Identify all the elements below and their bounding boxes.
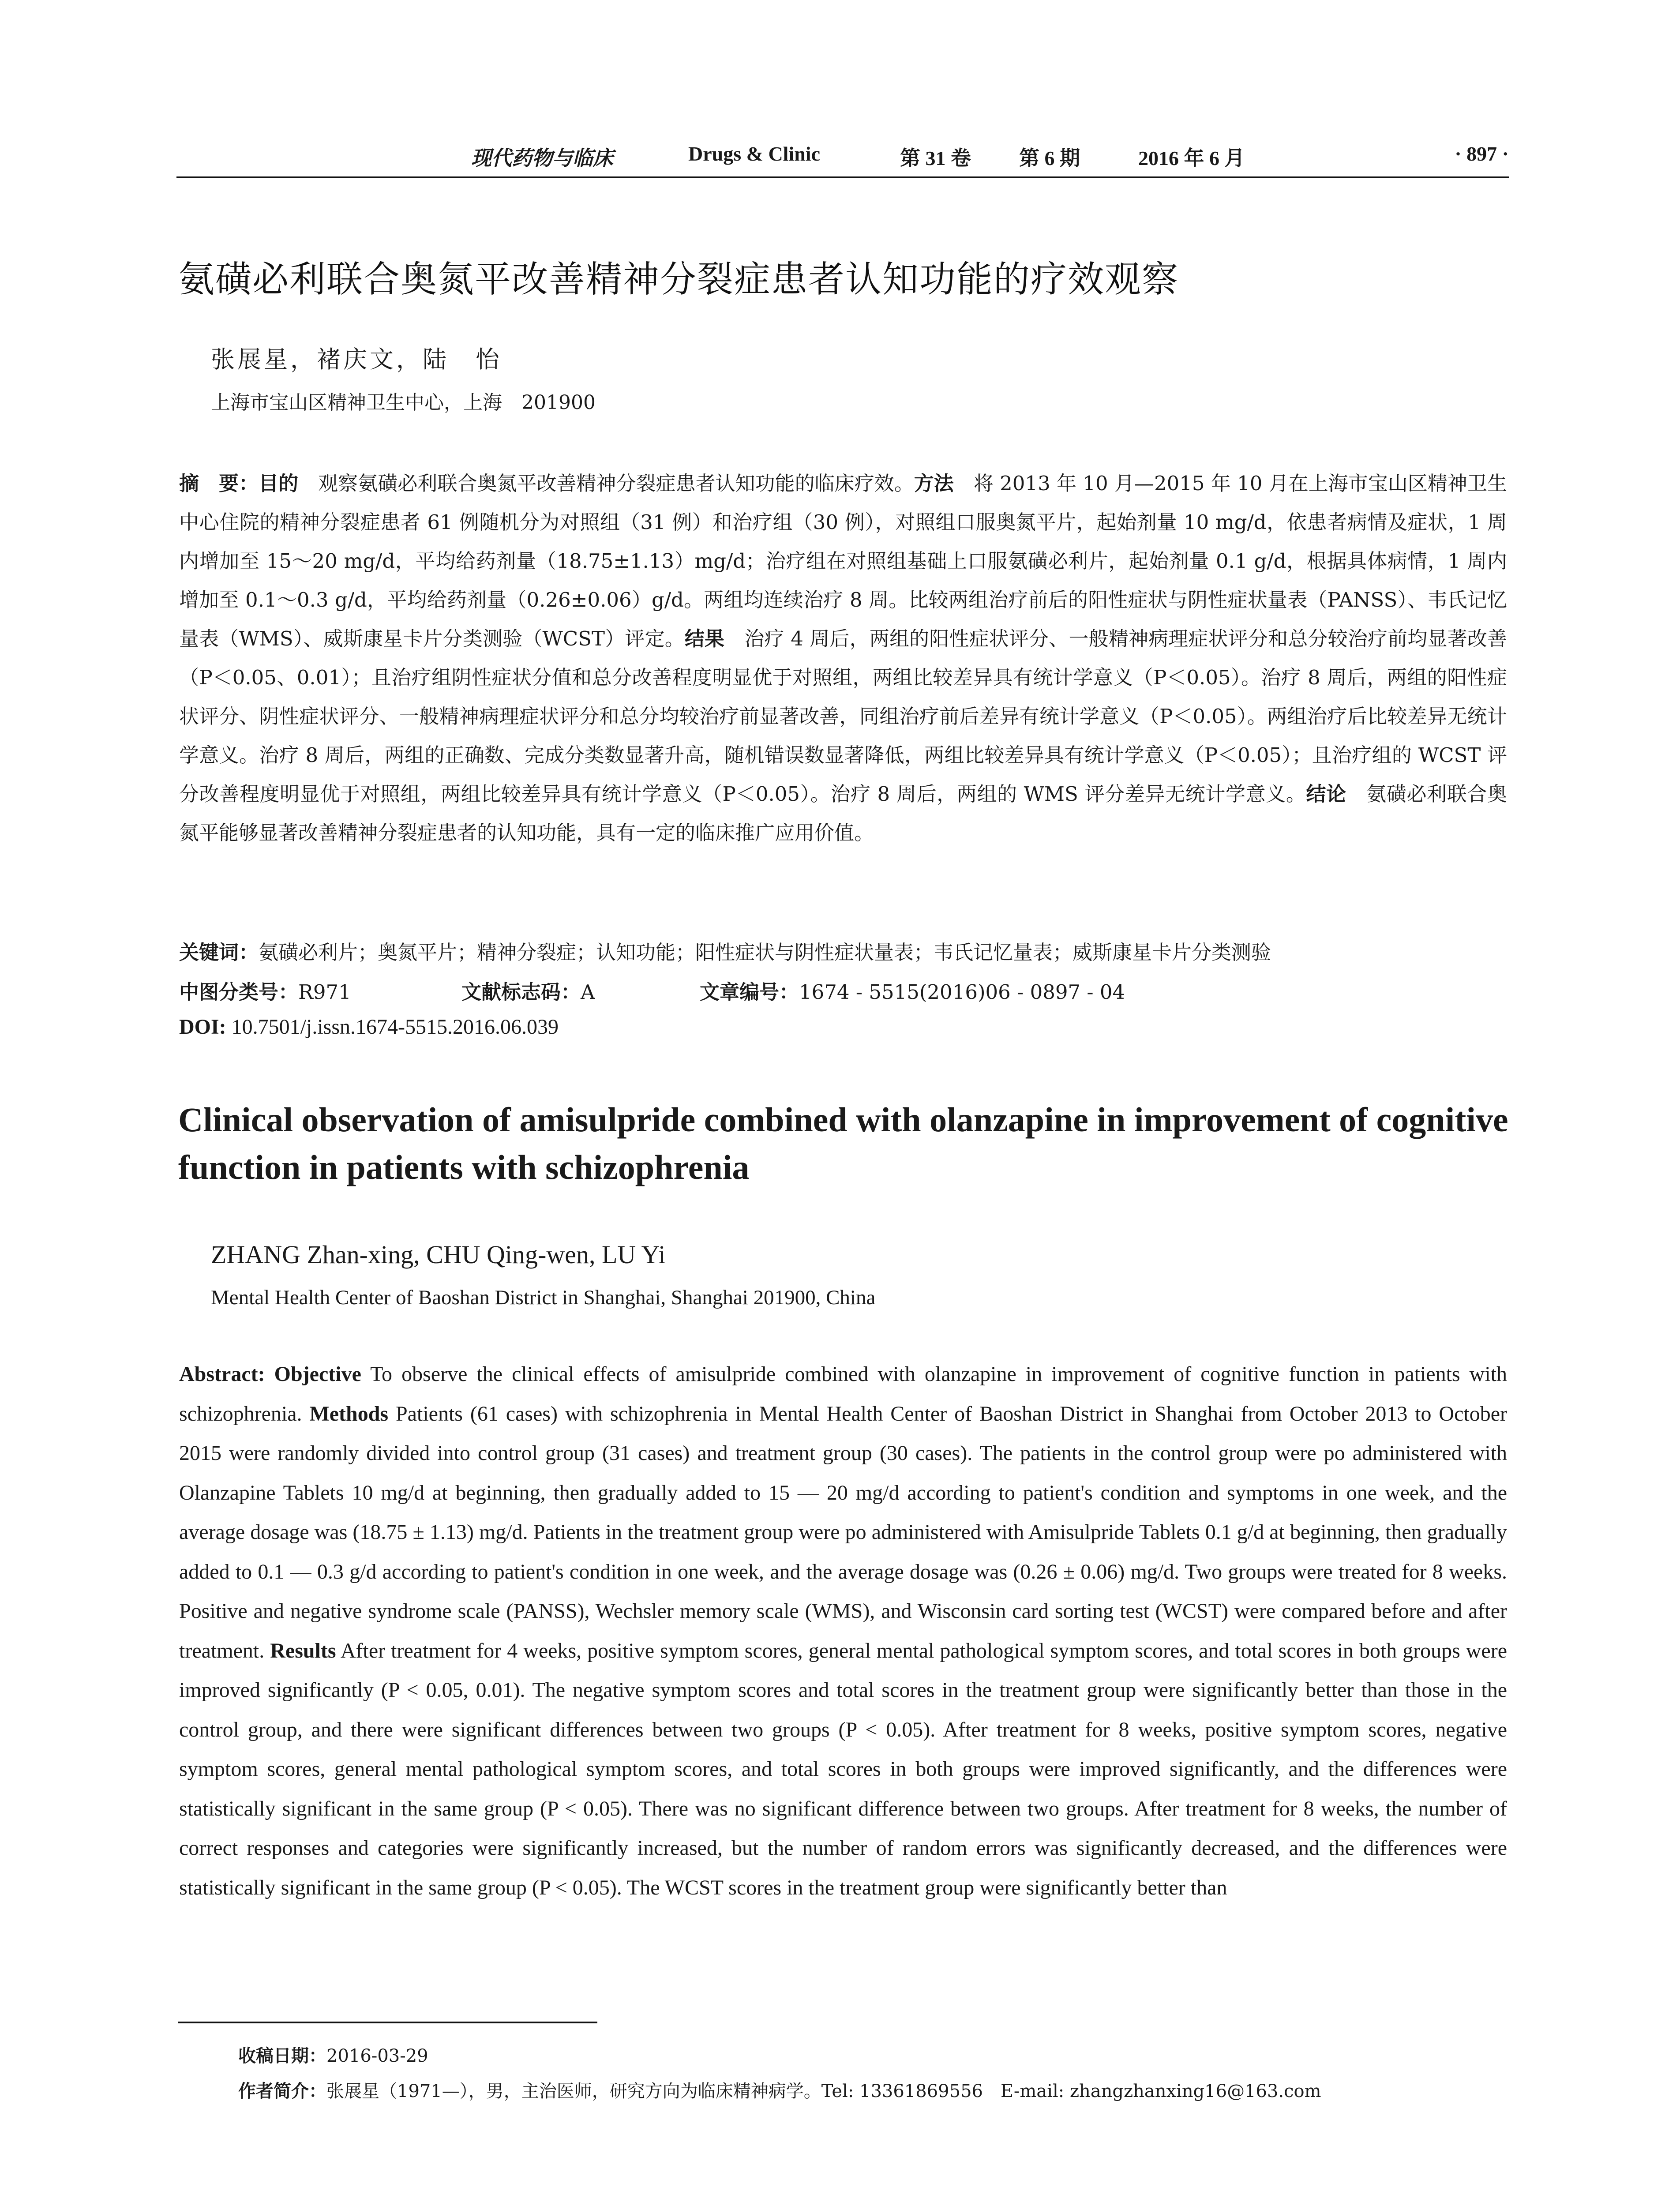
methods-text-cn: 将 2013 年 10 月—2015 年 10 月在上海市宝山区精神卫生中心住院的精神分裂症患者 61 例随机分为对照组（31 例）和治疗组（30 例），对照组口服奥氮平片，起始剂量 10 mg/d，依患者病情及症状，1 周内增加至 15～20 mg/d，平均给药剂量（18.75±1.13）mg/d；治疗组在对照组基础上口服氨磺必利片，起始剂量 0.1 g/d，根据具体病情，1 周内增加至 0.1～0.3 g/d，平均给药剂量（0.26±0.06）g/d。两组均连续治疗 8 周。比较两组治疗前后的阳性症状与阴性症状量表（PANSS）、韦氏记忆量表（WMS）、威斯康星卡片分类测验（WCST）评定。 <box>179 472 1507 650</box>
abstract-label-cn: 摘 要： <box>179 472 259 495</box>
affiliation-cn: 上海市宝山区精神卫生中心，上海 201900 <box>211 391 596 414</box>
page-number: · 897 · <box>1455 143 1509 165</box>
doi-label: DOI: <box>179 1015 226 1039</box>
results-text-cn: 治疗 4 周后，两组的阳性症状评分、一般精神病理症状评分和总分较治疗前均显著改善（P＜0.05、0.01）；且治疗组阴性症状分值和总分改善程度明显优于对照组，两组比较差异具有统计学意义（P＜0.05）。治疗 8 周后，两组的阳性症状评分、阴性症状评分、一般精神病理症状评分和总分均较治疗前显著改善，同组治疗前后差异有统计学意义（P＜0.05）。两组治疗后比较差异无统计学意义。治疗 8 周后，两组的正确数、完成分类数显著升高，随机错误数显著降低，两组比较差异具有统计学意义（P＜0.05）；且治疗组的 WCST 评分改善程度明显优于对照组，两组比较差异具有统计学意义（P＜0.05）。治疗 8 周后，两组的 WMS 评分差异无统计学意义。 <box>179 627 1507 806</box>
running-header <box>176 142 1509 173</box>
clc-number: 中图分类号：R971 <box>179 980 351 1004</box>
classification-row <box>179 976 1507 1007</box>
article-title-en: Clinical observation of amisulpride combined with olanzapine in improvement of cognitive function in patients with schizophrenia <box>178 1100 1508 1186</box>
methods-label-en: Methods <box>309 1402 389 1426</box>
affiliation-en: Mental Health Center of Baoshan District in Shanghai, Shanghai 201900, China <box>211 1286 876 1309</box>
article-title-cn: 氨磺必利联合奥氮平改善精神分裂症患者认知功能的疗效观察 <box>178 259 1179 300</box>
doi-line <box>179 1015 559 1039</box>
article-number: 文章编号：1674 - 5515(2016)06 - 0897 - 04 <box>700 980 1125 1004</box>
authors-en: ZHANG Zhan-xing, CHU Qing-wen, LU Yi <box>211 1240 666 1269</box>
footnote-rule <box>178 2022 597 2023</box>
document-code: 文献标志码：A <box>461 980 595 1004</box>
header-rule <box>176 176 1509 178</box>
results-text-en: After treatment for 4 weeks, positive symptom scores, general mental pathological symptom scores, and total scores in both groups were improved significantly (P < 0.05, 0.01). The negative symptom scores and total scores in the treatment group were significantly better than those in the control group, and there were significant differences between two groups (P < 0.05). After treatment for 8 weeks, positive symptom scores, negative symptom scores, general mental pathological symptom scores, and total scores in both groups were improved significantly, and the differences were statistically significant in the same group (P < 0.05). There was no significant difference between two groups. After treatment for 8 weeks, the number of correct responses and categories were significantly increased, but the number of random errors was significantly decreased, and the differences were statistically significant in the same group (P < 0.05). The WCST scores in the treatment group were significantly better than <box>179 1639 1508 1899</box>
methods-label-cn: 方法 <box>914 472 954 495</box>
keywords-label-cn: 关键词： <box>179 941 259 964</box>
conclusion-text-cn: 氨磺必利联合奥氮平能够显著改善精神分裂症患者的认知功能，具有一定的临床推广应用价值。 <box>179 782 1507 844</box>
authors-cn: 张展星，褚庆文，陆 怡 <box>211 345 502 373</box>
conclusion-label-cn: 结论 <box>1306 782 1346 806</box>
abstract-cn <box>179 464 1507 852</box>
methods-text-en: Patients (61 cases) with schizophrenia in Mental Health Center of Baoshan District in Shanghai from October 2013 to October 2015 were randomly divided into control group (31 cases) and treatment group (30 cases). The patients in the control group were po administered with Olanzapine Tablets 10 mg/d at beginning, then gradually added to 15 — 20 mg/d according to patient's condition and symptoms in one week, and the average dosage was (18.75 ± 1.13) mg/d. Patients in the treatment group were po administered with Amisulpride Tablets 0.1 g/d at beginning, then gradually added to 0.1 — 0.3 g/d according to patient's condition in one week, and the average dosage was (0.26 ± 0.06) mg/d. Two groups were treated for 8 weeks. Positive and negative syndrome scale (PANSS), Wechsler memory scale (WMS), and Wisconsin card sorting test (WCST) were compared before and after treatment. <box>179 1402 1507 1662</box>
results-label-en: Results <box>270 1639 336 1662</box>
journal-name-cn: 现代药物与临床 <box>471 147 613 169</box>
objective-text-cn: 观察氨磺必利联合奥氮平改善精神分裂症患者认知功能的临床疗效。 <box>298 472 914 495</box>
journal-name-en: Drugs & Clinic <box>688 143 820 165</box>
objective-label-cn: 目的 <box>259 472 299 495</box>
abstract-label-en: Abstract: Objective <box>179 1362 361 1386</box>
issue-date: 2016 年 6 月 <box>1138 147 1245 169</box>
keywords-text-cn: 氨磺必利片；奥氮平片；精神分裂症；认知功能；阳性症状与阴性症状量表；韦氏记忆量表；威斯康星卡片分类测验 <box>259 941 1271 964</box>
footnote-author-bio: 作者简介：张展星（1971—），男，主治医师，研究方向为临床精神病学。Tel: 13361869556 E-mail: zhangzhanxing16@163.com <box>238 2081 1321 2101</box>
abstract-en <box>179 1354 1507 1907</box>
keywords-cn <box>179 936 1507 965</box>
doi-value[interactable]: 10.7501/j.issn.1674-5515.2016.06.039 <box>226 1015 559 1039</box>
results-label-cn: 结果 <box>684 627 725 650</box>
volume-number: 第 31 卷 <box>900 147 971 169</box>
issue-number: 第 6 期 <box>1019 147 1080 169</box>
objective-text-en: To observe the clinical effects of amisulpride combined with olanzapine in improvement of cognitive function in patients with schizophrenia. <box>179 1362 1507 1426</box>
footnote-received-date: 收稿日期：2016-03-29 <box>238 2046 428 2066</box>
